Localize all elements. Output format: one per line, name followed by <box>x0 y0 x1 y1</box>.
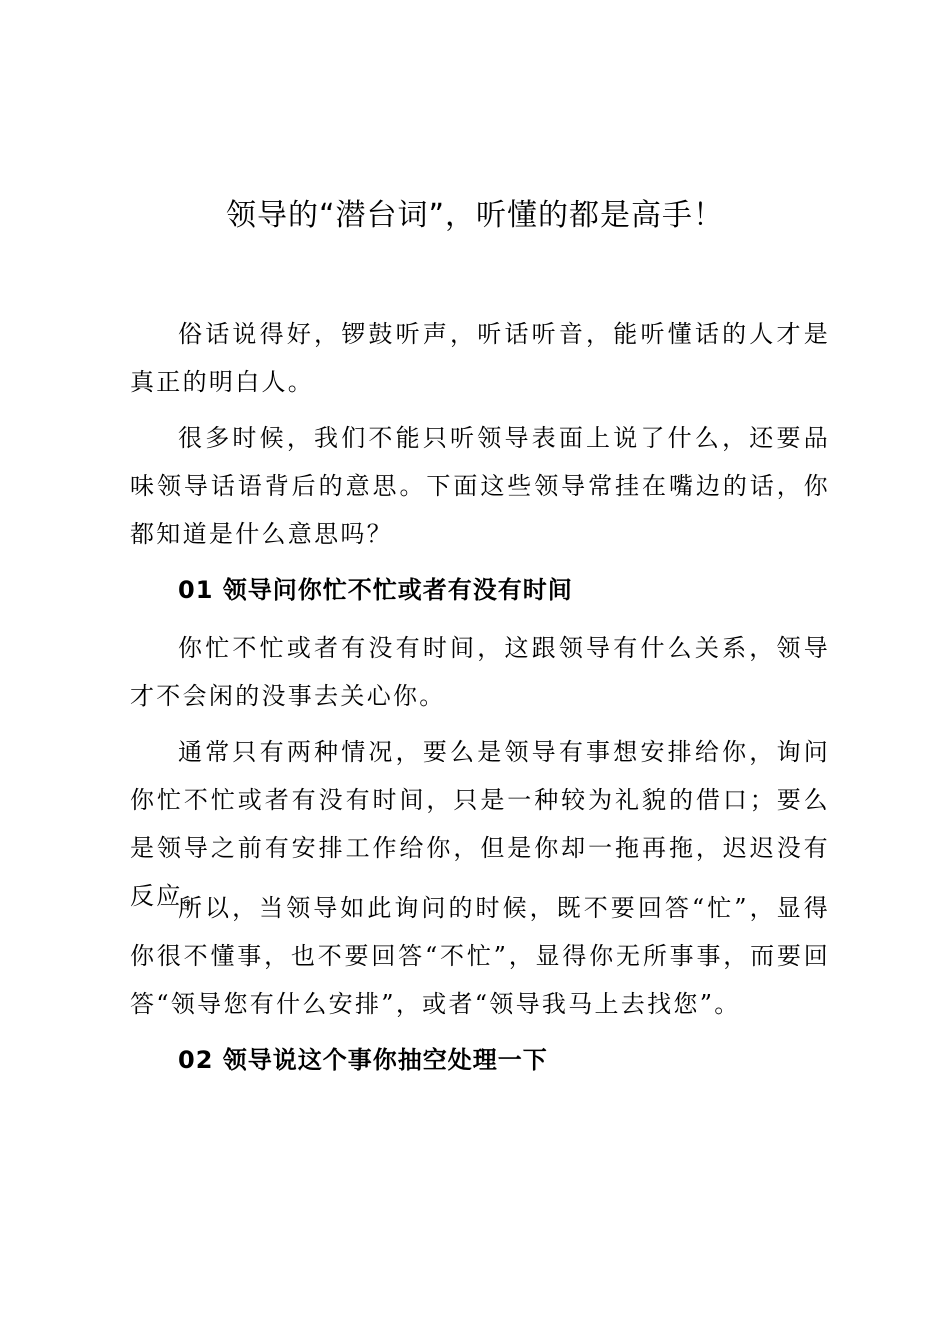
section-heading-01: 01 领导问你忙不忙或者有没有时间 <box>178 576 573 604</box>
paragraph-section1-b: 通常只有两种情况，要么是领导有事想安排给你，询问你忙不忙或者有没有时间，只是一种较为礼貌的借口；要么是领导之前有安排工作给你，但是你却一拖再拖，迟迟没有反应。 <box>130 738 830 910</box>
paragraph-section1-a: 你忙不忙或者有没有时间，这跟领导有什么关系，领导才不会闲的没事去关心你。 <box>130 634 830 710</box>
paragraph-question: 很多时候，我们不能只听领导表面上说了什么，还要品味领导话语背后的意思。下面这些领导常挂在嘴边的话，你都知道是什么意思吗？ <box>130 424 830 548</box>
paragraph-section1-c: 所以，当领导如此询问的时候，既不要回答“忙”，显得你很不懂事，也不要回答“不忙”，显得你无所事事，而要回答“领导您有什么安排”，或者“领导我马上去找您”。 <box>130 894 830 1018</box>
paragraph-intro: 俗话说得好，锣鼓听声，听话听音，能听懂话的人才是真正的明白人。 <box>130 320 830 396</box>
section-heading-02: 02 领导说这个事你抽空处理一下 <box>178 1046 548 1074</box>
document-title: 领导的“潜台词”，听懂的都是高手！ <box>225 198 725 233</box>
